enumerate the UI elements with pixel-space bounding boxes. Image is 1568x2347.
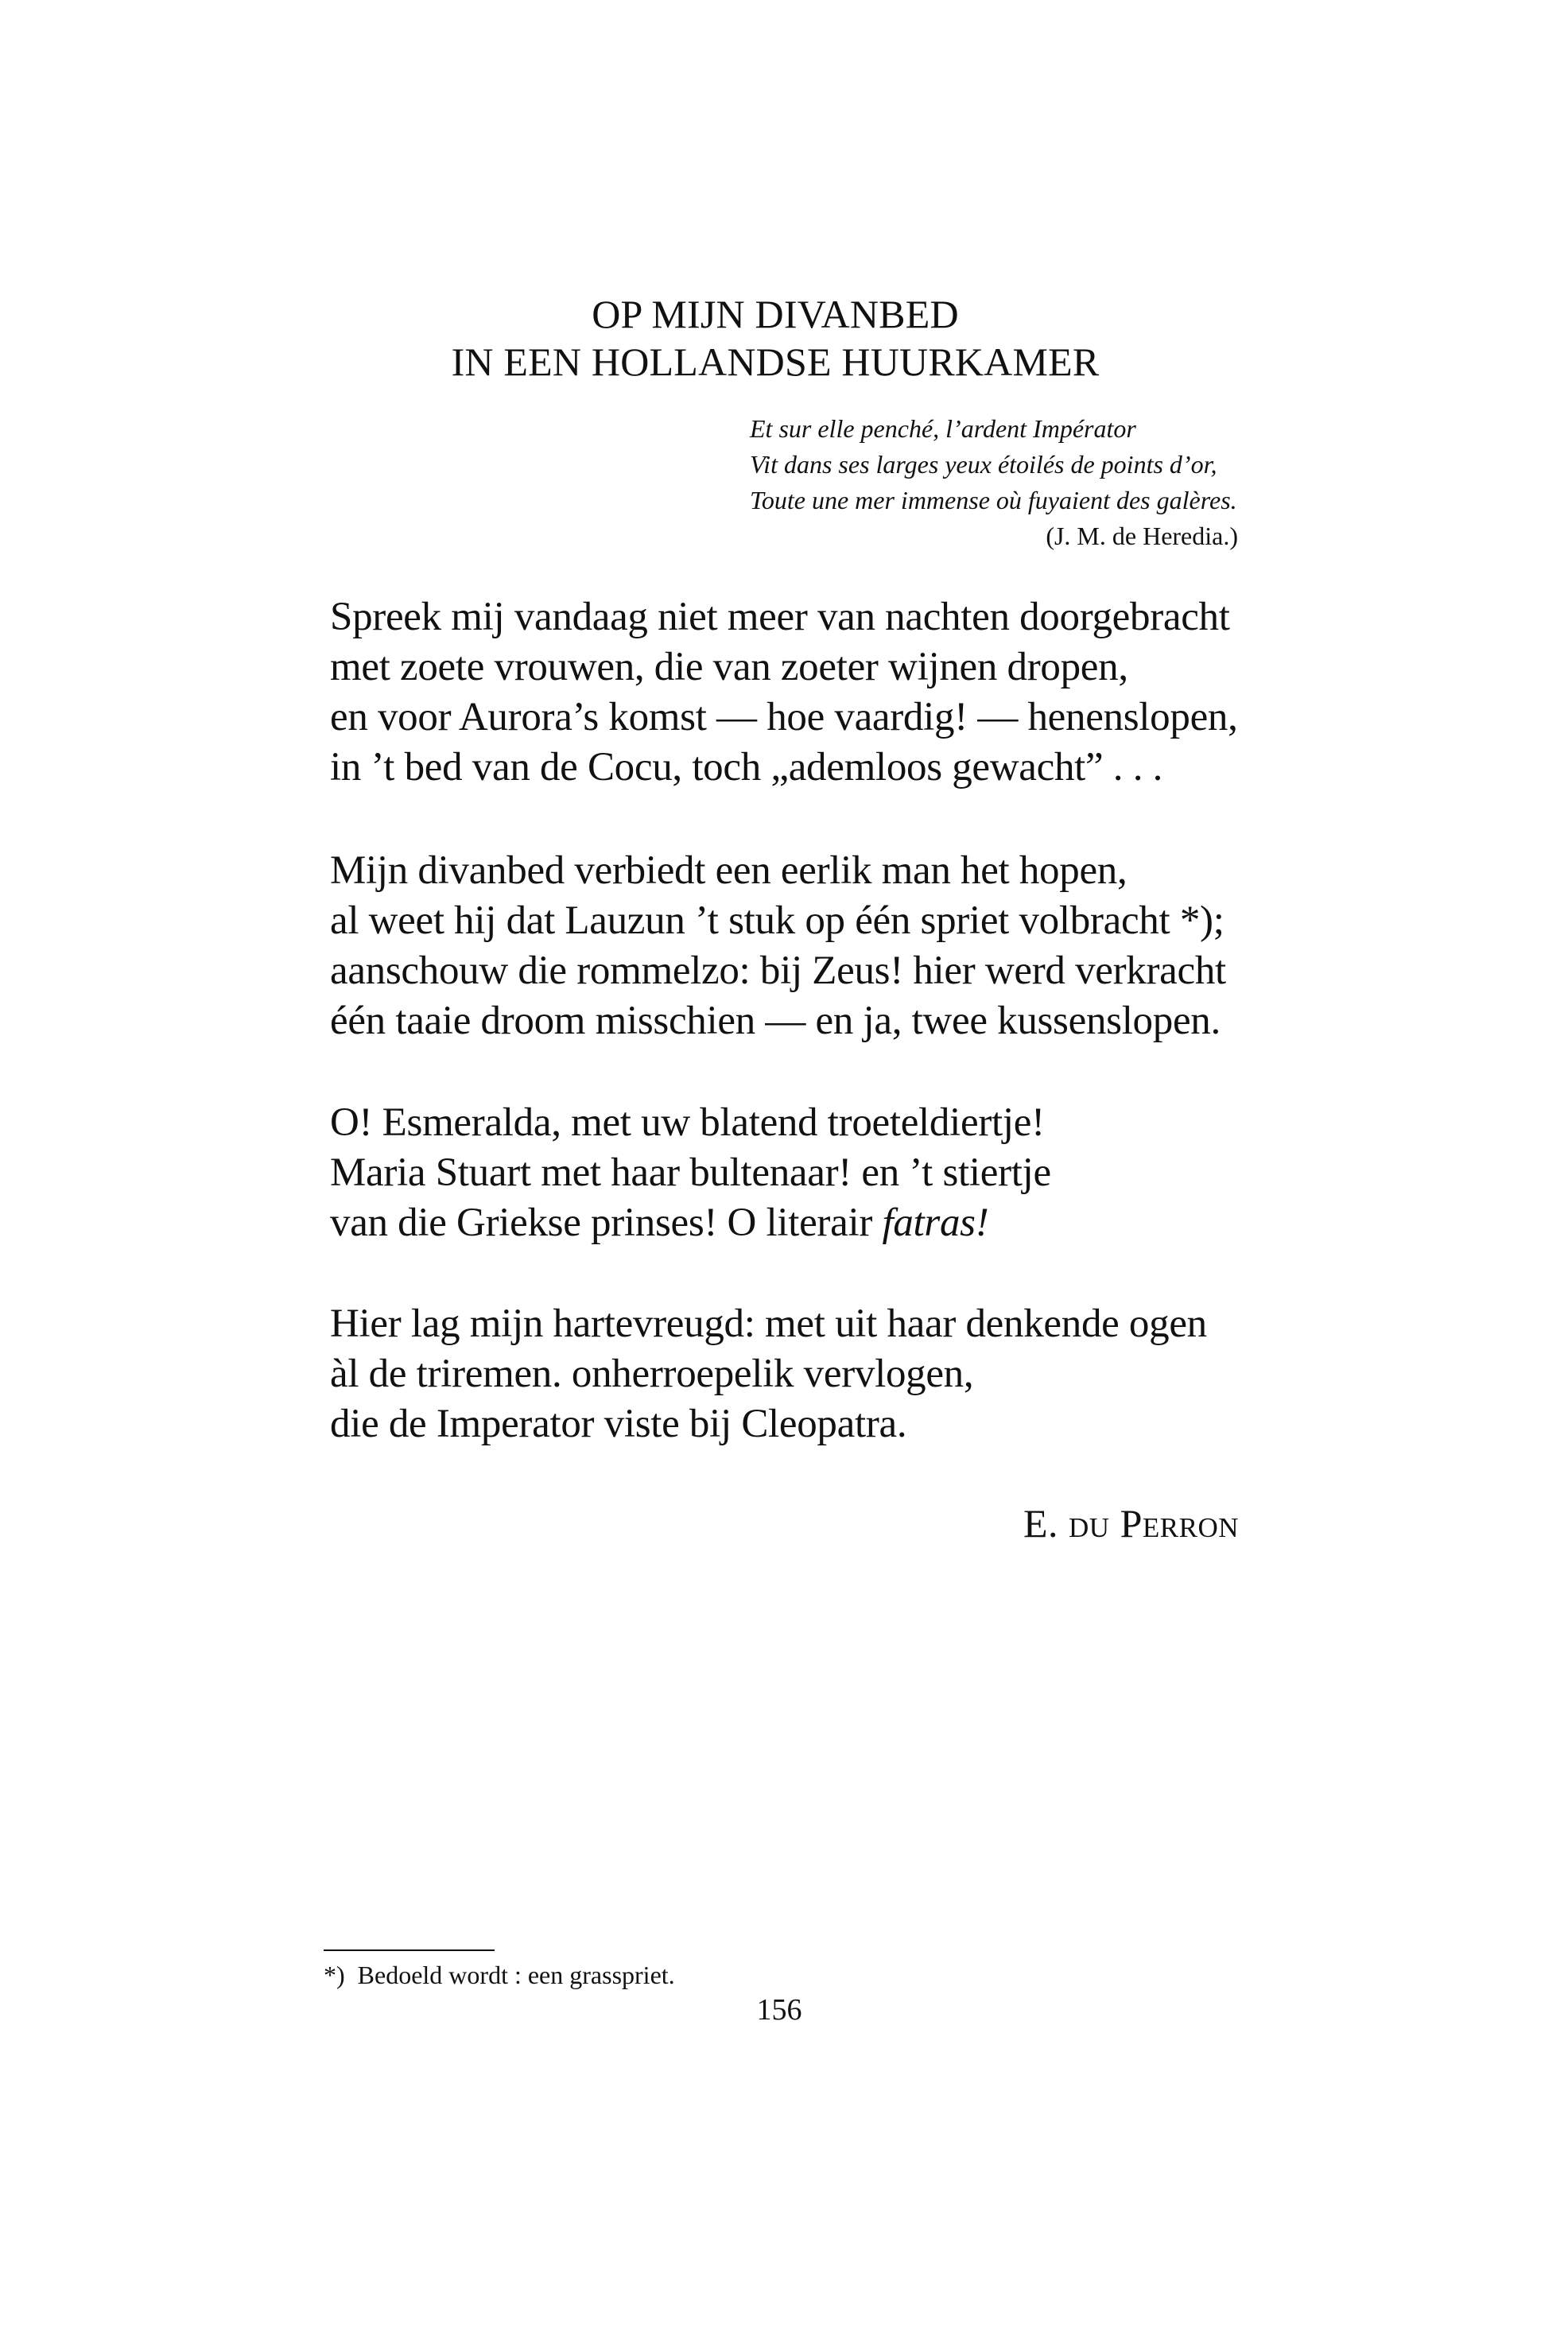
stanza-4 xyxy=(330,1299,1207,1449)
epigraph-line: Et sur elle penché, l’ardent Impérator xyxy=(750,414,1136,443)
verse-line xyxy=(330,1198,1051,1248)
page-number: 156 xyxy=(756,1993,802,2027)
verse-line: die de Imperator viste bij Cleopatra. xyxy=(330,1402,907,1446)
verse-line: Hier lag mijn hartevreugd: met uit haar denkende ogen xyxy=(330,1302,1207,1346)
poem-title xyxy=(0,290,1551,386)
poem-title-line-1: OP MIJN DIVANBED xyxy=(592,292,959,336)
verse-line: O! Esmeralda, met uw blatend troeteldiertje! xyxy=(330,1100,1045,1145)
epigraph-attribution: (J. M. de Heredia.) xyxy=(1046,522,1238,550)
footnote: *) Bedoeld wordt : een grasspriet. xyxy=(324,1961,675,1989)
footnote-divider xyxy=(324,1949,495,1951)
verse-line: àl de triremen. onherroepelik vervlogen, xyxy=(330,1352,974,1396)
verse-line-text: van die Griekse prinses! O literair xyxy=(330,1201,883,1245)
epigraph xyxy=(750,411,1238,554)
verse-line: één taaie droom misschien — en ja, twee kussenslopen. xyxy=(330,999,1221,1043)
stanza-2 xyxy=(330,846,1226,1046)
verse-line: Spreek mij vandaag niet meer van nachten doorgebracht xyxy=(330,595,1230,639)
poem-title-line-2: IN EEN HOLLANDSE HUURKAMER xyxy=(451,339,1100,384)
epigraph-line: Toute une mer immense où fuyaient des galères. xyxy=(750,486,1237,514)
stanza-1 xyxy=(330,592,1238,793)
verse-line: al weet hij dat Lauzun ’t stuk op één spriet volbracht *); xyxy=(330,898,1225,943)
verse-line: in ’t bed van de Cocu, toch „ademloos gewacht” . . . xyxy=(330,745,1163,789)
verse-line: en voor Aurora’s komst — hoe vaardig! — henenslopen, xyxy=(330,695,1238,739)
verse-line: Mijn divanbed verbiedt een eerlik man het hopen, xyxy=(330,848,1127,893)
verse-line: aanschouw die rommelzo: bij Zeus! hier werd verkracht xyxy=(330,948,1226,993)
verse-line: Maria Stuart met haar bultenaar! en ’t stiertje xyxy=(330,1150,1051,1195)
epigraph-line: Vit dans ses larges yeux étoilés de points d’or, xyxy=(750,450,1217,479)
stanza-3 xyxy=(330,1098,1051,1248)
italic-word: fatras! xyxy=(882,1201,989,1245)
author-signature: E. du Perron xyxy=(1023,1501,1239,1546)
verse-line: met zoete vrouwen, die van zoeter wijnen dropen, xyxy=(330,645,1128,689)
